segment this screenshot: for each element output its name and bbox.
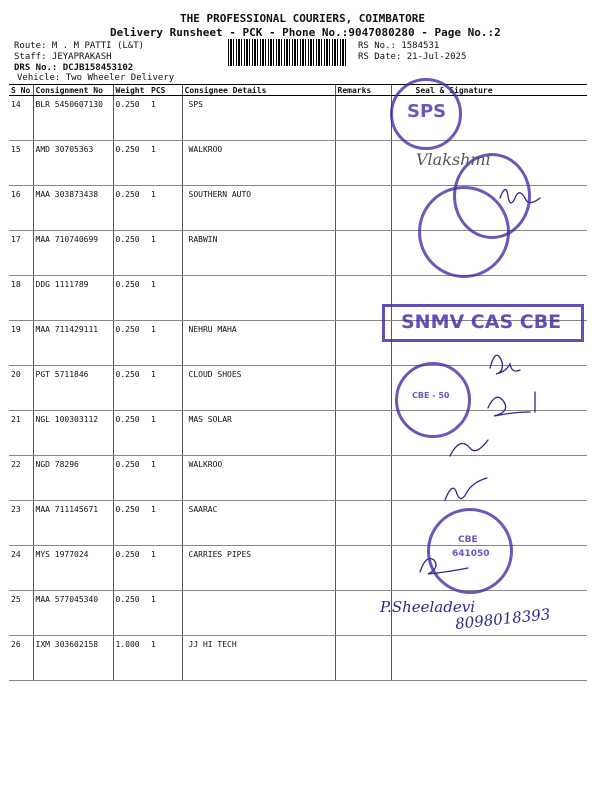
cell-consignment-no: NGD 78296	[33, 456, 113, 501]
cell-sno: 14	[9, 96, 33, 141]
pipes-stamp-pin: 641050	[452, 549, 490, 559]
cell-consignee: WALKROO	[182, 141, 335, 186]
cell-pcs: 1	[149, 636, 182, 681]
cell-pcs: 1	[149, 591, 182, 636]
col-sno-header: S No	[9, 85, 33, 96]
cell-consignment-no: PGT 5711846	[33, 366, 113, 411]
cell-weight: 0.250	[113, 501, 149, 546]
cell-weight: 0.250	[113, 96, 149, 141]
cell-consignment-no: NGL 100303112	[33, 411, 113, 456]
cell-pcs: 1	[149, 276, 182, 321]
col-weight-header: Weight	[113, 85, 149, 96]
sps-stamp-text: SPS	[407, 101, 447, 122]
cell-consignment-no: MAA 710740699	[33, 231, 113, 276]
handwriting-row26-phone: 8098018393	[454, 605, 552, 633]
cell-consignment-no: BLR 5450607130	[33, 96, 113, 141]
cell-sno: 23	[9, 501, 33, 546]
snmv-stamp-text: SNMV CAS CBE	[401, 311, 562, 333]
cell-sno: 20	[9, 366, 33, 411]
cell-pcs: 1	[149, 141, 182, 186]
cell-consignee: CLOUD SHOES	[182, 366, 335, 411]
cell-sno: 19	[9, 321, 33, 366]
rabwin-stamp	[418, 186, 510, 278]
cell-sno: 24	[9, 546, 33, 591]
signature-row21	[488, 392, 535, 416]
cell-pcs: 1	[149, 456, 182, 501]
company-title: THE PROFESSIONAL COURIERS, COIMBATORE	[180, 12, 426, 25]
cell-pcs: 1	[149, 366, 182, 411]
cell-consignee: CARRIES PIPES	[182, 546, 335, 591]
cell-pcs: 1	[149, 546, 182, 591]
cell-pcs: 1	[149, 96, 182, 141]
cell-consignee: WALKROO	[182, 456, 335, 501]
cell-weight: 0.250	[113, 546, 149, 591]
drs-number: DRS No.: DCJB158453102	[14, 63, 134, 73]
cell-consignment-no: DDG 1111789	[33, 276, 113, 321]
col-seal-header: Seal & Signature	[391, 85, 587, 96]
vehicle-label: Vehicle: Two Wheeler Delivery	[17, 73, 175, 83]
col-consignment-header: Consignment No	[33, 85, 113, 96]
cell-weight: 0.250	[113, 231, 149, 276]
cell-pcs: 1	[149, 501, 182, 546]
rs-number: RS No.: 1584531	[358, 41, 440, 51]
cell-consignment-no: MAA 577045340	[33, 591, 113, 636]
runsheet-subtitle: Delivery Runsheet - PCK - Phone No.:9047080280 - Page No.:2	[110, 26, 501, 39]
cell-sno: 17	[9, 231, 33, 276]
cell-weight: 0.250	[113, 591, 149, 636]
cell-weight: 0.250	[113, 456, 149, 501]
sps-stamp	[390, 78, 462, 150]
cell-consignment-no: MAA 711145671	[33, 501, 113, 546]
cell-weight: 0.250	[113, 141, 149, 186]
cell-sno: 22	[9, 456, 33, 501]
cell-consignee: MAS SOLAR	[182, 411, 335, 456]
cell-weight: 0.250	[113, 366, 149, 411]
route-label: Route: M . M PATTI (L&T)	[14, 41, 145, 51]
signature-row22	[450, 440, 488, 456]
col-remarks-header: Remarks	[335, 85, 391, 96]
cell-sno: 16	[9, 186, 33, 231]
cell-weight: 0.250	[113, 411, 149, 456]
cell-consignee: SOUTHERN AUTO	[182, 186, 335, 231]
cell-consignee: SPS	[182, 96, 335, 141]
handwriting-row15: Vlakshmi	[416, 150, 491, 169]
signature-row20	[490, 355, 520, 374]
staff-label: Staff: JEYAPRAKASH	[14, 52, 112, 62]
cell-consignment-no: MAA 303873438	[33, 186, 113, 231]
pipes-stamp	[427, 508, 513, 594]
cell-consignment-no: MYS 1977024	[33, 546, 113, 591]
cell-consignee: RABWIN	[182, 231, 335, 276]
snmv-stamp	[382, 304, 584, 342]
pipes-stamp-center: CBE	[458, 535, 478, 545]
col-consignee-header: Consignee Details	[182, 85, 335, 96]
cell-sno: 15	[9, 141, 33, 186]
cell-sno: 25	[9, 591, 33, 636]
cell-weight: 0.250	[113, 186, 149, 231]
cell-consignment-no: AMD 30705363	[33, 141, 113, 186]
cell-sno: 18	[9, 276, 33, 321]
cell-weight: 0.250	[113, 321, 149, 366]
cell-consignment-no: IXM 303602158	[33, 636, 113, 681]
mas-solar-stamp	[395, 362, 471, 438]
cell-sno: 26	[9, 636, 33, 681]
col-pcs-header: PCS	[149, 85, 182, 96]
rs-date: RS Date: 21-Jul-2025	[358, 52, 467, 62]
cell-weight: 0.250	[113, 276, 149, 321]
handwriting-row26-name: P.Sheeladevi	[380, 598, 476, 616]
cell-pcs: 1	[149, 321, 182, 366]
cell-pcs: 1	[149, 186, 182, 231]
cell-consignment-no: MAA 711429111	[33, 321, 113, 366]
cell-consignee: JJ HI TECH	[182, 636, 335, 681]
cell-pcs: 1	[149, 411, 182, 456]
cell-consignee: SAARAC	[182, 501, 335, 546]
mas-solar-stamp-center: CBE - 50	[412, 391, 450, 400]
cell-consignee: NEHRU MAHA	[182, 321, 335, 366]
cell-weight: 1.000	[113, 636, 149, 681]
cell-sno: 21	[9, 411, 33, 456]
signature-row23	[445, 478, 487, 500]
cell-pcs: 1	[149, 231, 182, 276]
